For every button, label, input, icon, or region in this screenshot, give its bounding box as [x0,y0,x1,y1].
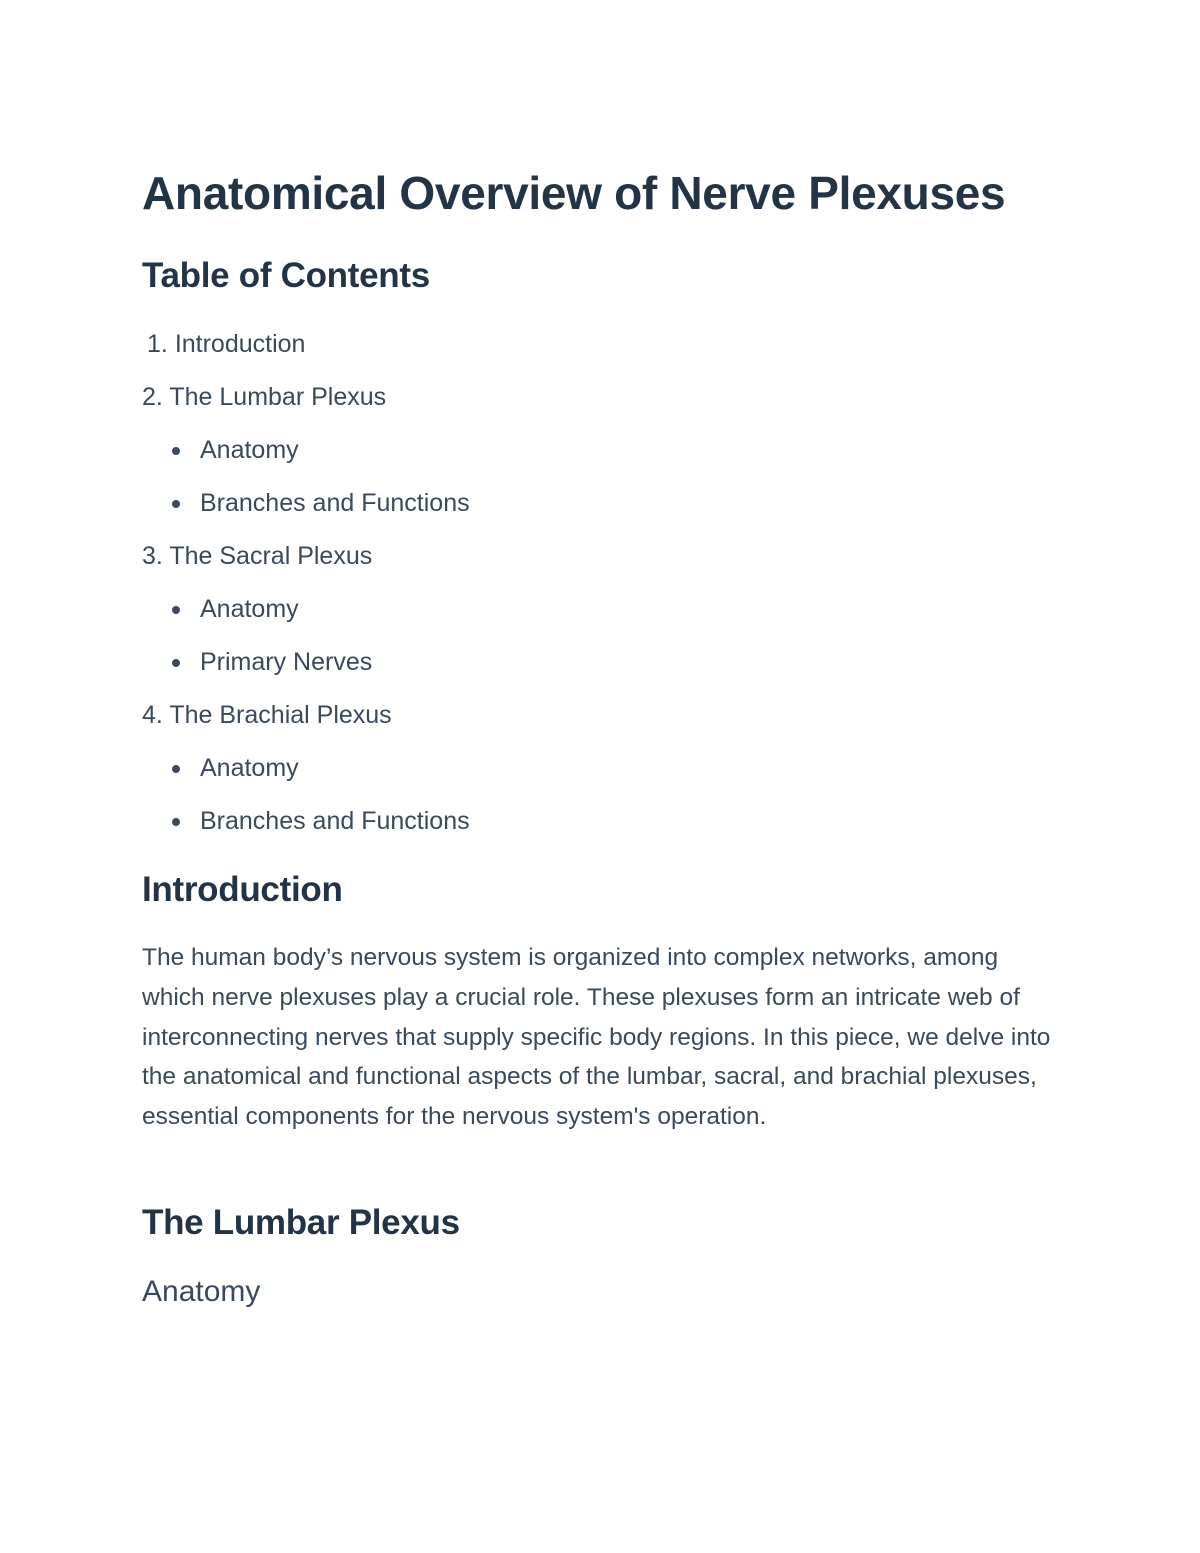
toc-item-label: The Sacral Plexus [169,542,373,570]
toc-subitem-brachial-anatomy[interactable]: Anatomy [200,754,299,782]
bullet-icon [172,606,180,614]
toc-subitem-lumbar-branches[interactable]: Branches and Functions [200,489,470,517]
toc-item-label: Introduction [174,330,306,358]
lumbar-plexus-heading: The Lumbar Plexus [142,1203,460,1242]
toc-item-number: 2. [142,383,163,411]
toc-item-label: The Brachial Plexus [169,701,392,729]
toc-item-brachial-plexus[interactable] [142,701,392,730]
toc-subitem-sacral-anatomy[interactable]: Anatomy [200,595,299,623]
introduction-paragraph: The human body’s nervous system is organized into complex networks, among which nerve plexuses play a crucial role. These plexuses form an intricate web of interconnecting nerves that supply specific body regions. In this piece, we delve into the anatomical and functional aspects of the lumbar, sacral, and brachial plexuses, essential components for the nervous system's operation. [142,944,1051,1131]
bullet-icon [172,659,180,667]
toc-item-sacral-plexus[interactable] [142,542,372,571]
toc-item-number: 3. [142,542,163,570]
bullet-icon [172,765,180,773]
bullet-icon [172,500,180,508]
lumbar-anatomy-subheading: Anatomy [142,1275,261,1308]
document-title: Anatomical Overview of Nerve Plexuses [142,167,1006,219]
bullet-icon [172,818,180,826]
toc-subitem-lumbar-anatomy[interactable]: Anatomy [200,436,299,464]
bullet-icon [172,447,180,455]
toc-item-lumbar-plexus[interactable] [142,383,386,412]
introduction-heading: Introduction [142,870,343,909]
toc-subitem-brachial-branches[interactable]: Branches and Functions [200,807,470,835]
toc-item-label: The Lumbar Plexus [169,383,387,411]
toc-item-number: 1. [147,330,168,358]
toc-item-introduction[interactable] [147,330,305,359]
toc-heading: Table of Contents [142,256,430,295]
toc-item-number: 4. [142,701,163,729]
toc-subitem-sacral-primary-nerves[interactable]: Primary Nerves [200,648,373,676]
